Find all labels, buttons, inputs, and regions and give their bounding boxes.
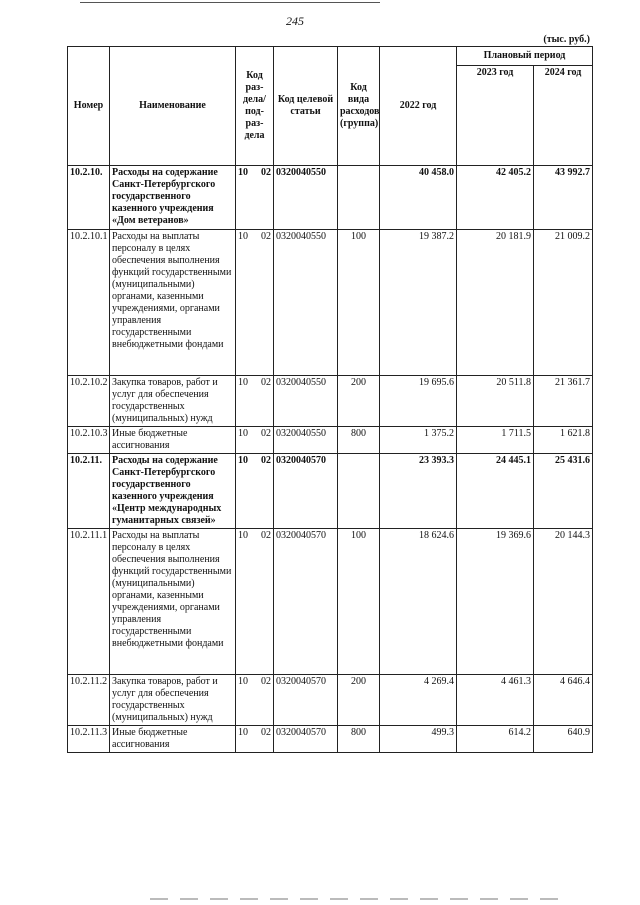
cell-name: Закупка товаров, работ и услуг для обеспечения государственных (муниципальных) нужд bbox=[110, 675, 236, 726]
header-2024: 2024 год bbox=[534, 66, 593, 166]
table-row bbox=[68, 166, 593, 230]
cell-2022: 19 695.6 bbox=[380, 376, 457, 427]
cell-2024: 43 992.7 bbox=[534, 166, 593, 230]
cell-2024: 640.9 bbox=[534, 726, 593, 753]
units-label: (тыс. руб.) bbox=[543, 34, 590, 45]
cell-cs: 0320040550 bbox=[274, 230, 338, 376]
header-2023: 2023 год bbox=[457, 66, 534, 166]
header-planned: Плановый период bbox=[457, 47, 593, 66]
table-row bbox=[68, 376, 593, 427]
cell-2022: 19 387.2 bbox=[380, 230, 457, 376]
cell-razdel bbox=[236, 166, 274, 230]
cell-vid: 800 bbox=[338, 726, 380, 753]
cell-vid: 200 bbox=[338, 675, 380, 726]
cell-2023: 42 405.2 bbox=[457, 166, 534, 230]
cell-2022: 18 624.6 bbox=[380, 529, 457, 675]
podrazdel-code: 02 bbox=[261, 231, 271, 242]
cell-cs: 0320040550 bbox=[274, 376, 338, 427]
cell-razdel bbox=[236, 454, 274, 529]
table-row bbox=[68, 454, 593, 529]
cell-razdel bbox=[236, 675, 274, 726]
cell-vid bbox=[338, 166, 380, 230]
cell-2022: 4 269.4 bbox=[380, 675, 457, 726]
cell-name: Расходы на содержание Санкт-Петербургского государственного казенного учреждения «Центр международных гуманитарных связей» bbox=[110, 454, 236, 529]
cell-number: 10.2.11. bbox=[68, 454, 110, 529]
cell-2022: 23 393.3 bbox=[380, 454, 457, 529]
cell-cs: 0320040570 bbox=[274, 454, 338, 529]
cell-2024: 1 621.8 bbox=[534, 427, 593, 454]
podrazdel-code: 02 bbox=[261, 377, 271, 388]
table-row bbox=[68, 427, 593, 454]
cell-vid: 800 bbox=[338, 427, 380, 454]
cell-2023: 19 369.6 bbox=[457, 529, 534, 675]
cell-name: Расходы на выплаты персоналу в целях обеспечения выполнения функций государственными (муниципальными) органами, казенными учреждениями, органами управления государственными внебюджетными фондами bbox=[110, 529, 236, 675]
cell-number: 10.2.10.2 bbox=[68, 376, 110, 427]
cell-2023: 20 181.9 bbox=[457, 230, 534, 376]
cell-razdel bbox=[236, 376, 274, 427]
table-row bbox=[68, 230, 593, 376]
cell-cs: 0320040550 bbox=[274, 427, 338, 454]
cell-2023: 1 711.5 bbox=[457, 427, 534, 454]
podrazdel-code: 02 bbox=[261, 530, 271, 541]
cell-cs: 0320040570 bbox=[274, 675, 338, 726]
podrazdel-code: 02 bbox=[261, 455, 271, 466]
cell-cs: 0320040570 bbox=[274, 529, 338, 675]
cell-cs: 0320040570 bbox=[274, 726, 338, 753]
cell-2024: 21 361.7 bbox=[534, 376, 593, 427]
top-rule bbox=[80, 2, 380, 3]
razdel-code: 10 bbox=[238, 428, 248, 439]
cell-name: Иные бюджетные ассигнования bbox=[110, 726, 236, 753]
razdel-code: 10 bbox=[238, 377, 248, 388]
budget-table bbox=[67, 46, 593, 753]
podrazdel-code: 02 bbox=[261, 676, 271, 687]
cell-2023: 4 461.3 bbox=[457, 675, 534, 726]
podrazdel-code: 02 bbox=[261, 727, 271, 738]
cell-2024: 20 144.3 bbox=[534, 529, 593, 675]
cell-2022: 1 375.2 bbox=[380, 427, 457, 454]
cell-2022: 40 458.0 bbox=[380, 166, 457, 230]
cell-number: 10.2.10.3 bbox=[68, 427, 110, 454]
header-razdel: Код раз-дела/ под-раз-дела bbox=[236, 47, 274, 166]
header-number: Номер bbox=[68, 47, 110, 166]
cell-2024: 21 009.2 bbox=[534, 230, 593, 376]
cell-2022: 499.3 bbox=[380, 726, 457, 753]
cell-razdel bbox=[236, 726, 274, 753]
cell-number: 10.2.10. bbox=[68, 166, 110, 230]
cell-vid: 100 bbox=[338, 529, 380, 675]
cell-2023: 614.2 bbox=[457, 726, 534, 753]
cell-number: 10.2.11.3 bbox=[68, 726, 110, 753]
cell-number: 10.2.11.1 bbox=[68, 529, 110, 675]
cell-2023: 20 511.8 bbox=[457, 376, 534, 427]
header-name: Наименование bbox=[110, 47, 236, 166]
header-2022: 2022 год bbox=[380, 47, 457, 166]
cell-razdel bbox=[236, 230, 274, 376]
cell-name: Закупка товаров, работ и услуг для обеспечения государственных (муниципальных) нужд bbox=[110, 376, 236, 427]
razdel-code: 10 bbox=[238, 727, 248, 738]
cell-vid: 100 bbox=[338, 230, 380, 376]
cell-name: Расходы на содержание Санкт-Петербургского государственного казенного учреждения «Дом ветеранов» bbox=[110, 166, 236, 230]
cell-name: Иные бюджетные ассигнования bbox=[110, 427, 236, 454]
cell-2023: 24 445.1 bbox=[457, 454, 534, 529]
razdel-code: 10 bbox=[238, 530, 248, 541]
cell-vid bbox=[338, 454, 380, 529]
razdel-code: 10 bbox=[238, 167, 248, 178]
podrazdel-code: 02 bbox=[261, 167, 271, 178]
table-row bbox=[68, 726, 593, 753]
cell-razdel bbox=[236, 427, 274, 454]
podrazdel-code: 02 bbox=[261, 428, 271, 439]
cell-2024: 25 431.6 bbox=[534, 454, 593, 529]
cell-number: 10.2.10.1 bbox=[68, 230, 110, 376]
header-cs: Код целевой статьи bbox=[274, 47, 338, 166]
cell-vid: 200 bbox=[338, 376, 380, 427]
header-vid: Код вида расходов (группа) bbox=[338, 47, 380, 166]
razdel-code: 10 bbox=[238, 231, 248, 242]
cell-name: Расходы на выплаты персоналу в целях обеспечения выполнения функций государственными (муниципальными) органами, казенными учреждениями, органами управления государственными внебюджетными фондами bbox=[110, 230, 236, 376]
cell-2024: 4 646.4 bbox=[534, 675, 593, 726]
cell-razdel bbox=[236, 529, 274, 675]
razdel-code: 10 bbox=[238, 676, 248, 687]
cell-number: 10.2.11.2 bbox=[68, 675, 110, 726]
table-row bbox=[68, 675, 593, 726]
cell-cs: 0320040550 bbox=[274, 166, 338, 230]
page-number: 245 bbox=[286, 14, 304, 28]
table-row bbox=[68, 529, 593, 675]
razdel-code: 10 bbox=[238, 455, 248, 466]
scan-artifact bbox=[150, 898, 570, 900]
